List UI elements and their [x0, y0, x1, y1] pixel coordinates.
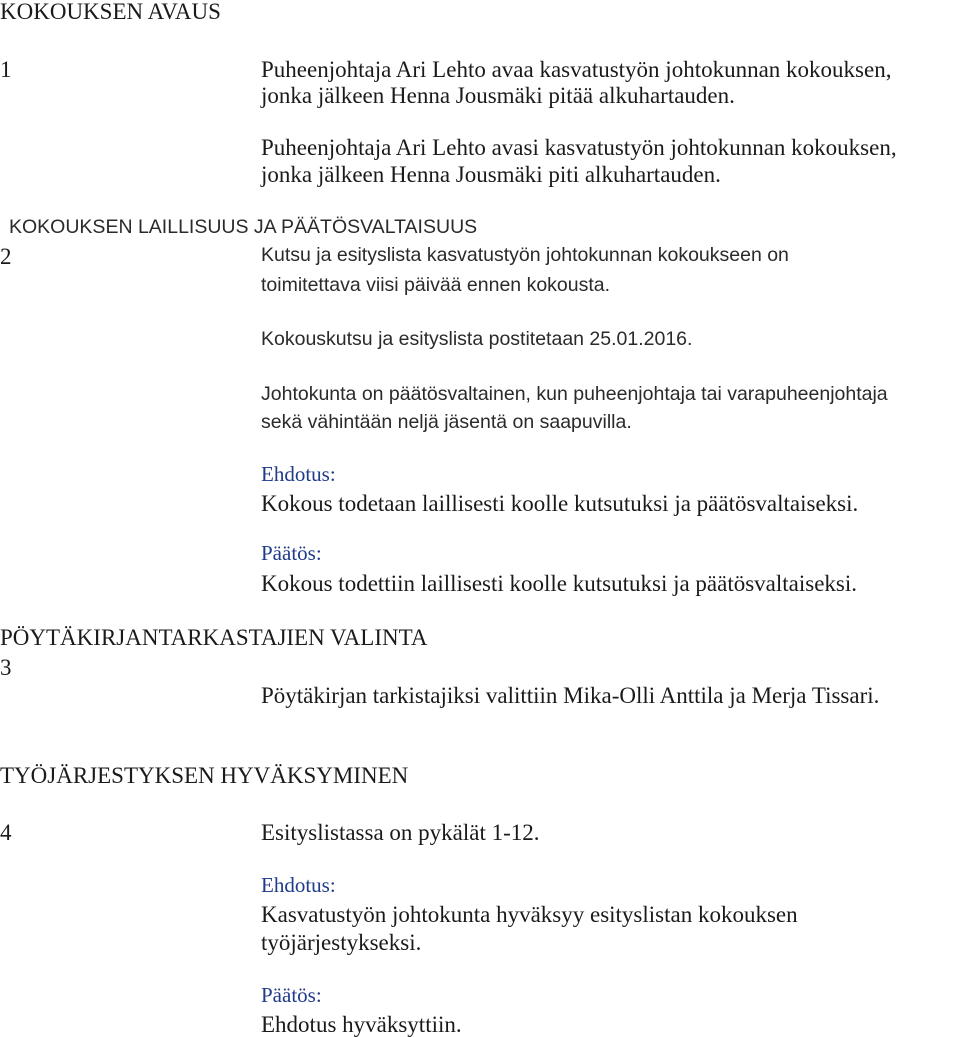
paragraph-line: Kutsu ja esityslista kasvatustyön johtokunnan kokoukseen on	[261, 244, 789, 266]
proposal-text: työjärjestykseksi.	[261, 930, 422, 955]
paragraph-line: sekä vähintään neljä jäsentä on saapuvilla.	[261, 411, 632, 433]
proposal-label: Ehdotus:	[261, 462, 336, 486]
section-number-4: 4	[0, 820, 12, 845]
paragraph-line: jonka jälkeen Henna Jousmäki pitää alkuhartauden.	[261, 83, 735, 108]
paragraph-line: Esityslistassa on pykälät 1-12.	[261, 820, 540, 845]
section-number-2: 2	[0, 244, 12, 269]
section-heading-poytakirjantarkastajat: PÖYTÄKIRJANTARKASTAJIEN VALINTA	[0, 625, 428, 650]
proposal-text: Kokous todetaan laillisesti koolle kutsutuksi ja päätösvaltaiseksi.	[261, 491, 859, 516]
section-heading-laillisuus: KOKOUKSEN LAILLISUUS JA PÄÄTÖSVALTAISUUS	[9, 216, 478, 238]
section-number-1: 1	[0, 57, 12, 82]
section-heading-avaus: KOKOUKSEN AVAUS	[0, 0, 221, 24]
section-heading-tyojarjestys: TYÖJÄRJESTYKSEN HYVÄKSYMINEN	[0, 763, 409, 788]
proposal-text: Kasvatustyön johtokunta hyväksyy esityslistan kokouksen	[261, 902, 798, 927]
decision-label: Päätös:	[261, 983, 322, 1007]
paragraph-line: Kokouskutsu ja esityslista postitetaan 25.01.2016.	[261, 328, 693, 350]
paragraph-line: toimitettava viisi päivää ennen kokousta.	[261, 274, 611, 296]
decision-label: Päätös:	[261, 541, 322, 565]
paragraph-line: Pöytäkirjan tarkistajiksi valittiin Mika-Olli Anttila ja Merja Tissari.	[261, 683, 880, 708]
decision-text: Kokous todettiin laillisesti koolle kutsutuksi ja päätösvaltaiseksi.	[261, 571, 858, 596]
paragraph-line: Puheenjohtaja Ari Lehto avasi kasvatustyön johtokunnan kokouksen,	[261, 135, 897, 160]
proposal-label: Ehdotus:	[261, 873, 336, 897]
decision-text: Ehdotus hyväksyttiin.	[261, 1012, 462, 1037]
paragraph-line: jonka jälkeen Henna Jousmäki piti alkuhartauden.	[261, 162, 721, 187]
paragraph-line: Puheenjohtaja Ari Lehto avaa kasvatustyön johtokunnan kokouksen,	[261, 57, 892, 82]
section-number-3: 3	[0, 655, 12, 680]
paragraph-line: Johtokunta on päätösvaltainen, kun puheenjohtaja tai varapuheenjohtaja	[261, 383, 888, 405]
